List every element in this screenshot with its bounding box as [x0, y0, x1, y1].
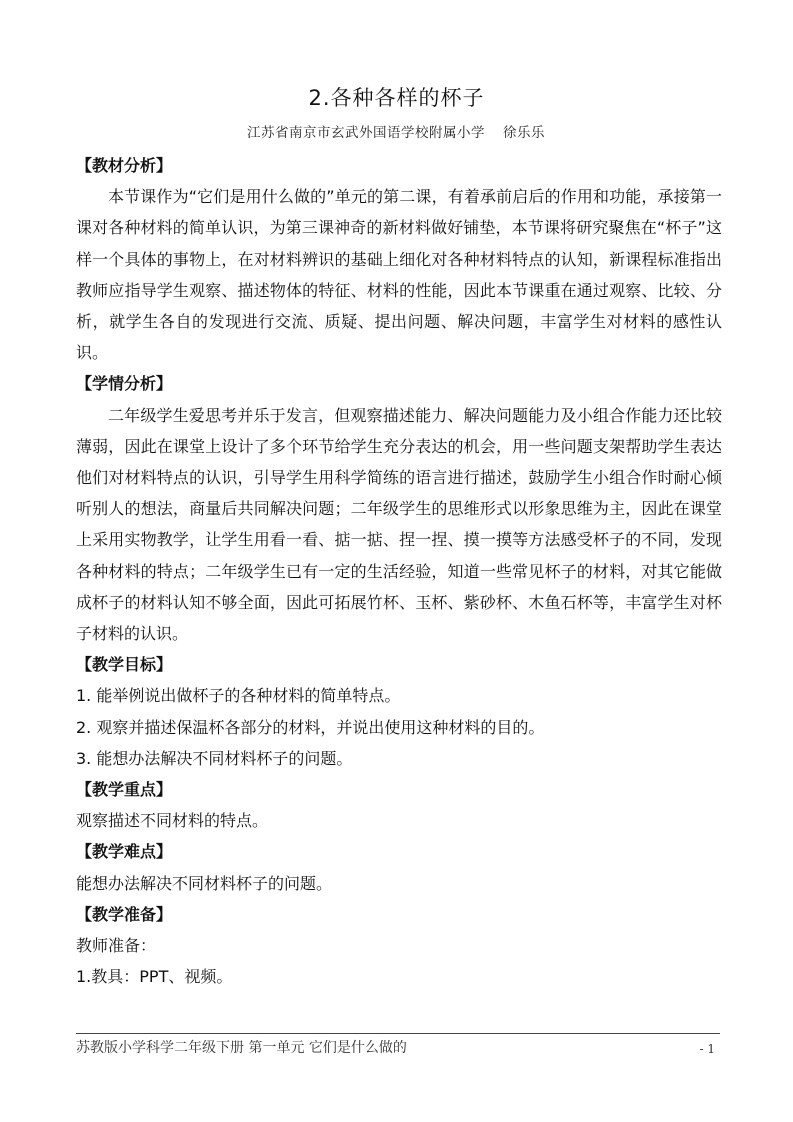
author-school: 江苏省南京市玄武外国语学校附属小学: [247, 125, 485, 141]
key-points-text: 观察描述不同材料的特点。: [76, 811, 269, 831]
section-heading-material-analysis: 【教材分析】: [76, 156, 173, 175]
document-title: 2.各种各样的杯子: [308, 86, 485, 110]
preparation-line: 教师准备：: [76, 936, 157, 956]
section-heading-difficulties: 【教学难点】: [76, 842, 173, 862]
footer-divider: [76, 1033, 720, 1034]
section-heading-student-analysis: 【学情分析】: [76, 374, 173, 394]
document-body: [76, 150, 722, 992]
footer-text: 苏教版小学科学二年级下册 第一单元 它们是什么做的: [76, 1040, 407, 1056]
section-heading-key-points: 【教学重点】: [76, 780, 173, 800]
page-number: - 1: [699, 1042, 715, 1056]
objective-item: 2. 观察并描述保温杯各部分的材料，并说出使用这种材料的目的。: [76, 717, 545, 737]
author-line: [247, 123, 545, 143]
objective-item: 3. 能想办法解决不同材料杯子的问题。: [76, 748, 353, 768]
author-name: 徐乐乐: [503, 125, 545, 141]
section-heading-preparation: 【教学准备】: [76, 904, 173, 924]
student-analysis-paragraph: 二年级学生爱思考并乐于发言，但观察描述能力、解决问题能力及小组合作能力还比较薄弱，因此在课堂上设计了多个环节给学生充分表达的机会，用一些问题支架帮助学生表达他们对材料特点的认识，引导学生用科学简练的语言进行描述，鼓励学生小组合作时耐心倾听别人的想法，商量后共同解决问题；二年级学生的思维形式以形象思维为主，因此在课堂上采用实物教学，让学生用看一看、掂一掂、捏一捏、摸一摸等方法感受杯子的不同，发现各种材料的特点；二年级学生已有一定的生活经验，知道一些常见杯子的材料，对其它能做成杯子的材料认知不够全面，因此可拓展竹杯、玉杯、紫砂杯、木鱼石杯等，丰富学生对杯子材料的认识。: [76, 405, 722, 644]
section-heading-objectives: 【教学目标】: [76, 655, 173, 675]
difficulties-text: 能想办法解决不同材料杯子的问题。: [76, 873, 333, 893]
objective-item: 1. 能举例说出做杯子的各种材料的简单特点。: [76, 686, 401, 706]
preparation-line: 1.教具：PPT、视频。: [76, 967, 233, 987]
material-analysis-paragraph: 本节课作为“它们是用什么做的”单元的第二课，有着承前启后的作用和功能，承接第一课对各种材料的简单认识，为第三课神奇的新材料做好铺垫，本节课将研究聚焦在“杯子”这样一个具体的事物上，在对材料辨识的基础上细化对各种材料特点的认知，新课程标准指出教师应指导学生观察、描述物体的特征、材料的性能，因此本节课重在通过观察、比较、分析，就学生各自的发现进行交流、质疑、提出问题、解决问题，丰富学生对材料的感性认识。: [76, 187, 722, 363]
